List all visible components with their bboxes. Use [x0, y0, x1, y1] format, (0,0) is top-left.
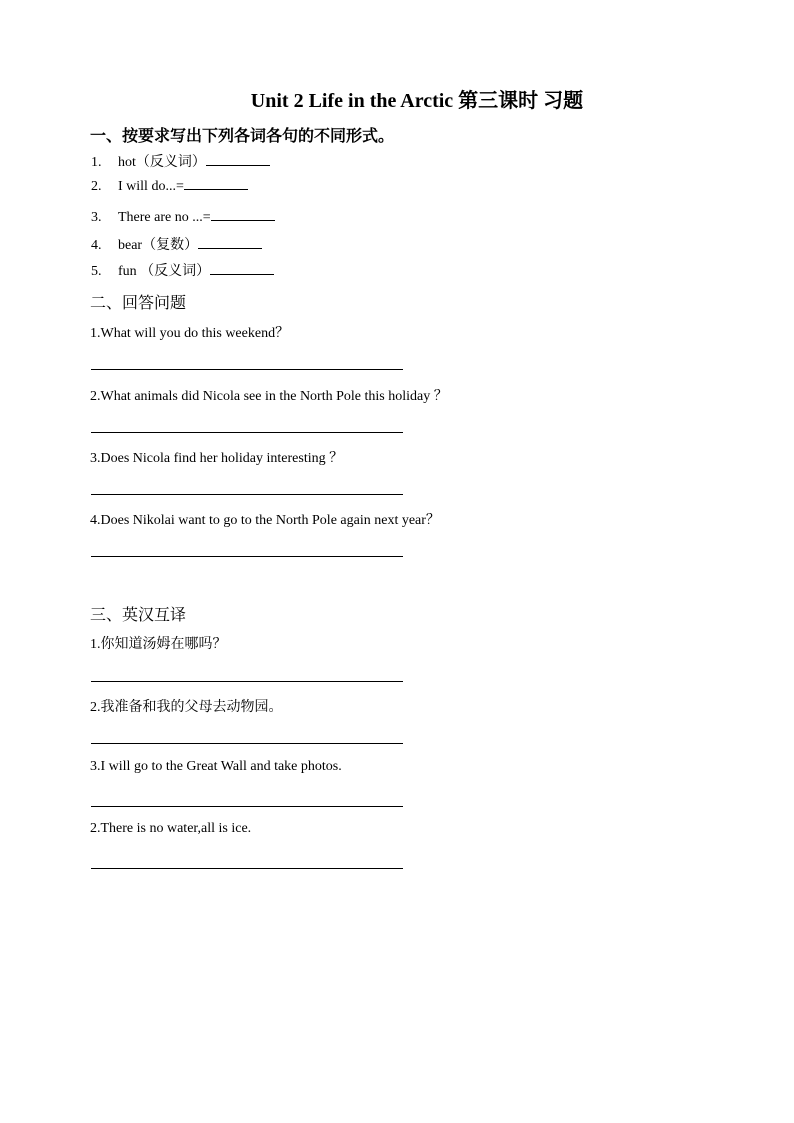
section1-heading: 一、按要求写出下列各词各句的不同形式。: [90, 128, 395, 145]
item-text: bear（复数）: [118, 238, 199, 253]
answer-line[interactable]: [91, 369, 403, 370]
answer-line[interactable]: [91, 743, 403, 744]
answer-blank[interactable]: [206, 153, 270, 166]
question-1: 1.What will you do this weekend？: [90, 326, 290, 341]
question-4: 4.Does Nikolai want to go to the North Pole again next year？: [90, 513, 440, 528]
section3-heading: 三、英汉互译: [90, 607, 187, 624]
answer-blank[interactable]: [211, 208, 275, 221]
exercise-item-4: [91, 234, 262, 254]
translation-1: 1.你知道汤姆在哪吗？: [90, 637, 227, 652]
answer-line[interactable]: [91, 432, 403, 433]
exercise-item-2: [91, 177, 248, 195]
page-title: Unit 2 Life in the Arctic 第三课时 习题: [250, 90, 584, 112]
answer-line[interactable]: [91, 556, 403, 557]
translation-4: 2.There is no water,all is ice.: [90, 821, 252, 836]
exercise-item-5: [91, 260, 274, 280]
translation-3: 3.I will go to the Great Wall and take photos.: [90, 759, 342, 774]
item-text: hot（反义词）: [118, 155, 206, 170]
translation-2: 2.我准备和我的父母去动物园。: [90, 700, 283, 715]
item-number: 5.: [91, 264, 102, 279]
answer-line[interactable]: [91, 494, 403, 495]
item-number: 3.: [91, 210, 102, 225]
answer-line[interactable]: [91, 806, 403, 807]
section2-heading: 二、回答问题: [90, 295, 187, 312]
item-number: 4.: [91, 238, 102, 253]
item-text: There are no ...=: [118, 210, 211, 225]
answer-blank[interactable]: [184, 177, 248, 190]
question-3: 3.Does Nicola find her holiday interesting ？: [90, 451, 344, 466]
item-text: I will do...=: [118, 179, 184, 194]
exercise-item-3: [91, 208, 275, 226]
item-number: 1.: [91, 155, 102, 170]
answer-line[interactable]: [91, 868, 403, 869]
item-number: 2.: [91, 179, 102, 194]
answer-blank[interactable]: [198, 236, 262, 249]
answer-line[interactable]: [91, 681, 403, 682]
question-2: 2.What animals did Nicola see in the North Pole this holiday ？: [90, 389, 448, 404]
exercise-item-1: [91, 151, 270, 171]
item-text: fun （反义词）: [118, 264, 211, 279]
answer-blank[interactable]: [210, 262, 274, 275]
